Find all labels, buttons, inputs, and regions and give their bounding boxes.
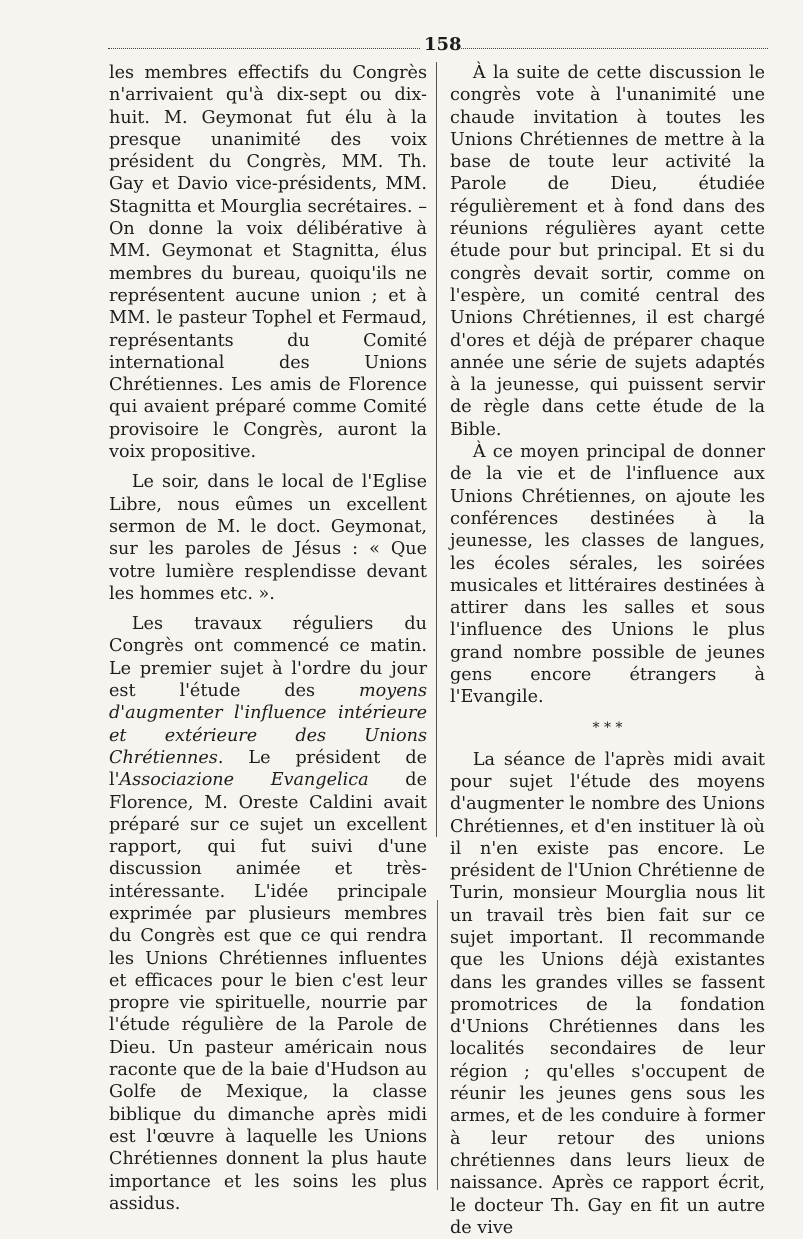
header-rule-left xyxy=(108,48,420,49)
italic-text: Associazione Evangelica xyxy=(119,770,369,791)
italic-text: moyens d'augmenter l'influence intérieure et extérieure des Unions Chrétiennes xyxy=(109,681,427,768)
paragraph xyxy=(109,613,427,1215)
paragraph: À la suite de cette discussion le congrès vote à l'unanimité une chaude invitation à toutes les Unions Chrétiennes de mettre à la base de toute leur activité la Parole de Dieu, étudiée régulièrement et à fond dans des réunions régulières ayant cette étude pour but principal. Et si du congrès devait sortir, comme on l'espère, un comité central des Unions Chrétiennes, il est chargé d'ores et déjà de préparer chaque année une série de sujets adaptés à la jeunesse, qui puissent servir de règle dans cette étude de la Bible. xyxy=(450,63,765,440)
paragraph: La séance de l'après midi avait pour sujet l'étude des moyens d'augmenter le nombre des Unions Chrétiennes, et d'en instituer là où il n'en existe pas encore. Le président de l'Union Chrétienne de Turin, monsieur Mourglia nous lit un travail très bien fait sur ce sujet important. Il recommande que les Unions déjà existantes dans les grandes villes se fassent promotrices de la fondation d'Unions Chrétiennes dans les localités secondaires de leur région ; qu'elles s'occupent de réunir les jeunes gens sous les armes, et de les conduire à former à leur retour des unions chrétiennes dans leurs lieux de naissance. Après ce rapport écrit, le docteur Th. Gay en fit un autre de vive xyxy=(450,749,765,1238)
header-rule-right xyxy=(458,48,768,49)
column-divider xyxy=(436,62,437,837)
text-run: Les travaux réguliers du Congrès ont commencé ce matin. Le premier sujet à l'ordre du jour est l'étude des xyxy=(109,614,427,702)
column-divider-lower xyxy=(437,900,438,1190)
text-run: . Le président de l' xyxy=(109,747,427,791)
text-run: de Florence, M. Oreste Caldini avait préparé sur ce sujet un excellent rapport, qui fut suivi d'une discussion animée et très-intéressante. L'idée principale exprimée par plusieurs membres du Congrès est que ce qui rendra les Unions Chrétiennes influentes et efficaces pour le bien c'est leur propre vie spirituelle, nourrie par l'étude régulière de la Parole de Dieu. Un pasteur américain nous raconte que de la baie d'Hudson au Golfe de Mexique, la classe biblique du dimanche après midi est l'œuvre à laquelle les Unions Chrétiennes donnent la plus haute importance et les soins les plus assidus. xyxy=(109,770,427,1214)
section-break-asterism: * * * xyxy=(592,719,623,736)
page-header xyxy=(108,28,768,58)
right-column xyxy=(450,62,765,1239)
paragraph: les membres effectifs du Congrès n'arrivaient qu'à dix-sept ou dix-huit. M. Geymonat fut élu à la presque unanimité des voix président du Congrès, MM. Th. Gay et Davio vice-présidents, MM. Stagnitta et Mourglia secrétaires. – On donne la voix délibérative à MM. Geymonat et Stagnitta, élus membres du bureau, quoiqu'ils ne représentent aucune union ; et à MM. le pasteur Tophel et Fermaud, représentants du Comité international des Unions Chrétiennes. Les amis de Florence qui avaient préparé comme Comité provisoire le Congrès, auront la voix propositive. xyxy=(109,63,427,463)
left-column xyxy=(109,62,427,1215)
paragraph: Le soir, dans le local de l'Eglise Libre, nous eûmes un excellent sermon de M. le doct. Geymonat, sur les paroles de Jésus : « Que votre lumière resplendisse devant les hommes etc. ». xyxy=(109,472,427,604)
paragraph: À ce moyen principal de donner de la vie et de l'influence aux Unions Chrétiennes, on ajoute les conférences destinées à la jeunesse, les classes de langues, les écoles sérales, les soirées musicales et littéraires destinées à attirer dans les salles et sous l'influence des Unions le plus grand nombre possible de jeunes gens encore étrangers à l'Evangile. xyxy=(450,442,765,708)
page-number: 158 xyxy=(424,34,462,55)
